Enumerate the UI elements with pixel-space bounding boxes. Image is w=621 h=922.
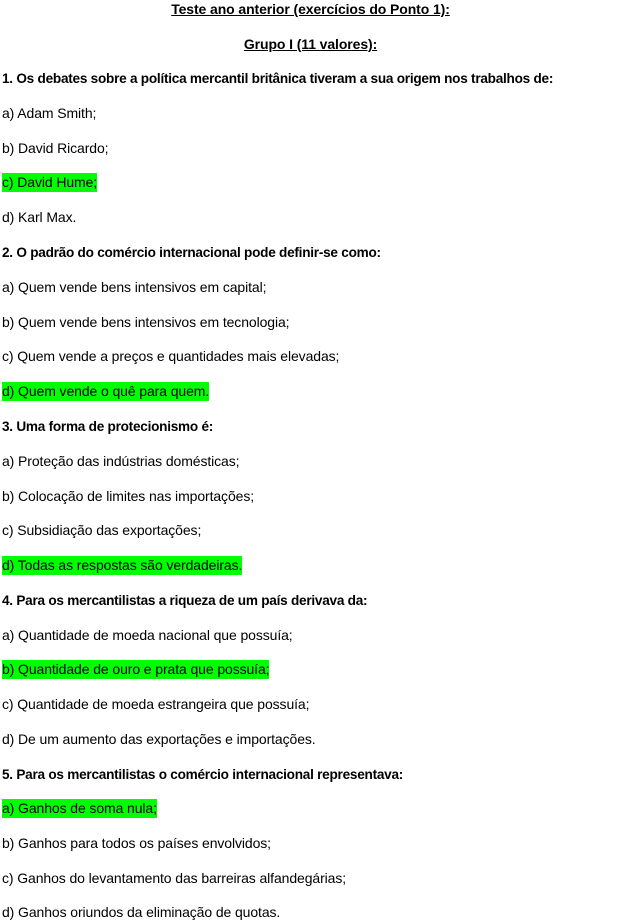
q5-option-a-highlighted: a) Ganhos de soma nula; <box>2 800 157 816</box>
q2-option-b: b) Quem vende bens intensivos em tecnologia; <box>2 314 290 330</box>
q4-option-b-highlighted: b) Quantidade de ouro e prata que possuía; <box>2 661 270 677</box>
question-1: 1. Os debates sobre a política mercantil britânica tiveram a sua origem nos trabalhos de: <box>2 71 554 86</box>
question-3: 3. Uma forma de protecionismo é: <box>2 419 214 434</box>
q4-option-c: c) Quantidade de moeda estrangeira que possuía; <box>2 696 310 712</box>
q1-option-b: b) David Ricardo; <box>2 140 109 156</box>
group-heading: Grupo I (11 valores): <box>243 36 378 52</box>
q4-option-a: a) Quantidade de moeda nacional que possuía; <box>2 627 293 643</box>
q5-option-c: c) Ganhos do levantamento das barreiras alfandegárias; <box>2 870 347 886</box>
q3-option-b: b) Colocação de limites nas importações; <box>2 488 255 504</box>
page-title: Teste ano anterior (exercícios do Ponto 1): <box>171 1 450 17</box>
question-2: 2. O padrão do comércio internacional pode definir-se como: <box>2 245 381 260</box>
q1-option-d: d) Karl Max. <box>2 209 77 225</box>
q1-option-a: a) Adam Smith; <box>2 105 97 121</box>
question-4: 4. Para os mercantilistas a riqueza de um país derivava da: <box>2 593 368 608</box>
question-5: 5. Para os mercantilistas o comércio internacional representava: <box>2 767 404 782</box>
q5-option-d: d) Ganhos oriundos da eliminação de quotas. <box>2 904 281 920</box>
q2-option-d-highlighted: d) Quem vende o quê para quem. <box>2 383 210 399</box>
q4-option-d: d) De um aumento das exportações e importações. <box>2 731 316 747</box>
q1-option-c-highlighted: c) David Hume; <box>2 174 98 190</box>
q3-option-d-highlighted: d) Todas as respostas são verdadeiras. <box>2 557 243 573</box>
q3-option-c: c) Subsidiação das exportações; <box>2 522 202 538</box>
q2-option-a: a) Quem vende bens intensivos em capital; <box>2 279 267 295</box>
q5-option-b: b) Ganhos para todos os países envolvidos; <box>2 835 271 851</box>
q3-option-a: a) Proteção das indústrias domésticas; <box>2 453 240 469</box>
q2-option-c: c) Quem vende a preços e quantidades mais elevadas; <box>2 348 340 364</box>
